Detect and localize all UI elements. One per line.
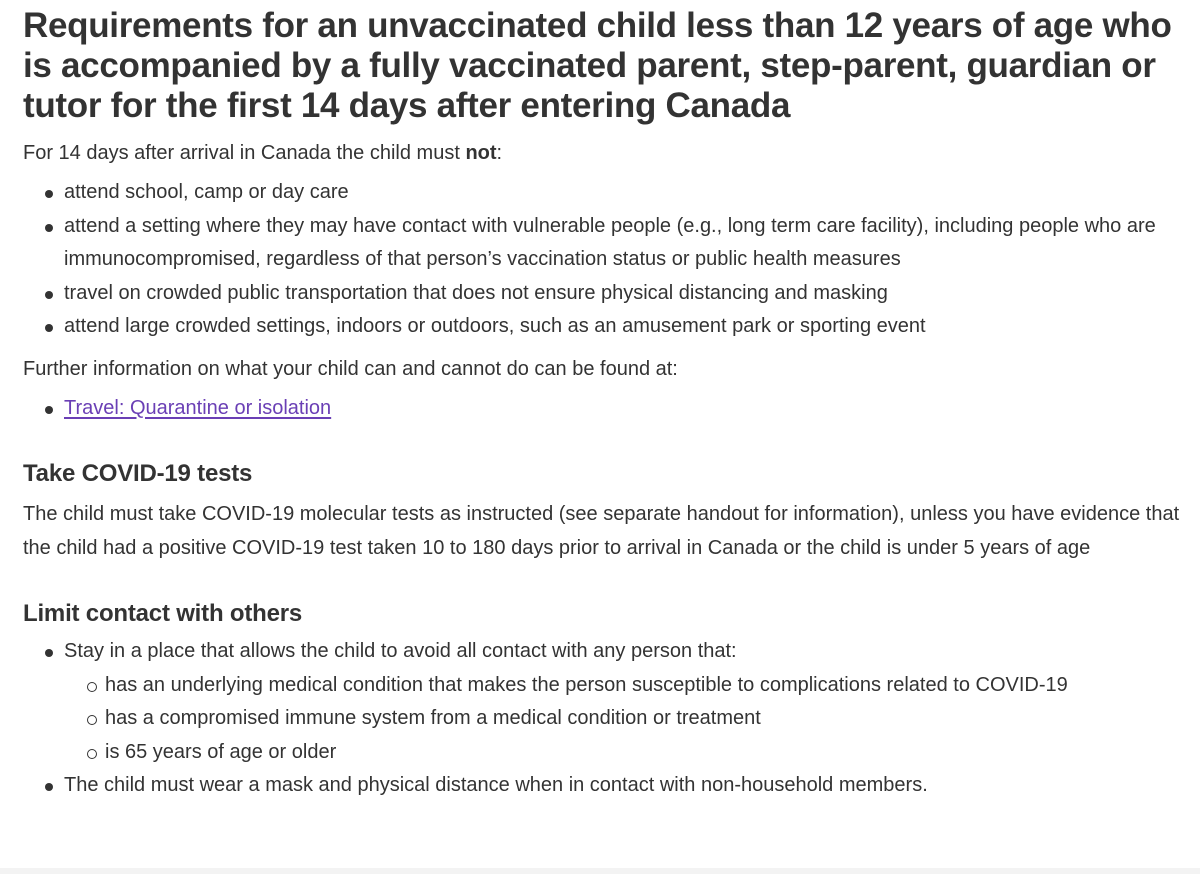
list-item — [23, 392, 1200, 426]
intro-emphasis: not — [465, 142, 497, 164]
further-info-text: Further information on what your child can and cannot do can be found at: — [23, 357, 678, 380]
page-title: Requirements for an unvaccinated child less than 12 years of age who is accompanied by a fully vaccinated parent, step-parent, guardian or tutor for the first 14 days after entering Canada — [23, 6, 1172, 125]
tests-text: The child must take COVID-19 molecular tests as instructed (see separate handout for information), unless you have evidence that the child had a positive COVID-19 test taken 10 to 180 days prior to arrival in Canada or the child is under 5 years of age — [23, 503, 1180, 559]
list-item: travel on crowded public transportation that does not ensure physical distancing and masking — [23, 277, 1200, 311]
intro-text-after: : — [496, 142, 503, 164]
list-item: The child must wear a mask and physical distance when in contact with non-household members. — [23, 769, 1200, 803]
limit-contact-heading: Limit contact with others — [23, 600, 303, 627]
intro-text — [23, 136, 1200, 170]
quarantine-isolation-link[interactable]: Travel: Quarantine or isolation — [64, 396, 332, 419]
restrictions-list — [23, 176, 1200, 344]
sub-list — [64, 669, 1200, 770]
intro-text-before: For 14 days after arrival in Canada the child must — [23, 142, 466, 164]
list-item: attend a setting where they may have contact with vulnerable people (e.g., long term care facility), including people who are immunocompromised, regardless of that person’s vaccination status or public health measures — [23, 210, 1200, 277]
sub-list-item: has an underlying medical condition that makes the person susceptible to complications related to COVID-19 — [64, 669, 1200, 703]
list-item: attend school, camp or day care — [23, 176, 1200, 210]
further-links-list — [23, 392, 1200, 426]
list-item-text: Stay in a place that allows the child to avoid all contact with any person that: — [64, 640, 737, 662]
limit-contact-list — [23, 635, 1200, 803]
list-item — [23, 635, 1200, 769]
sub-list-item: is 65 years of age or older — [64, 736, 1200, 770]
tests-heading: Take COVID-19 tests — [23, 460, 253, 487]
list-item: attend large crowded settings, indoors or outdoors, such as an amusement park or sporting event — [23, 310, 1200, 344]
page-bottom-edge — [0, 868, 1200, 874]
sub-list-item: has a compromised immune system from a medical condition or treatment — [64, 702, 1200, 736]
